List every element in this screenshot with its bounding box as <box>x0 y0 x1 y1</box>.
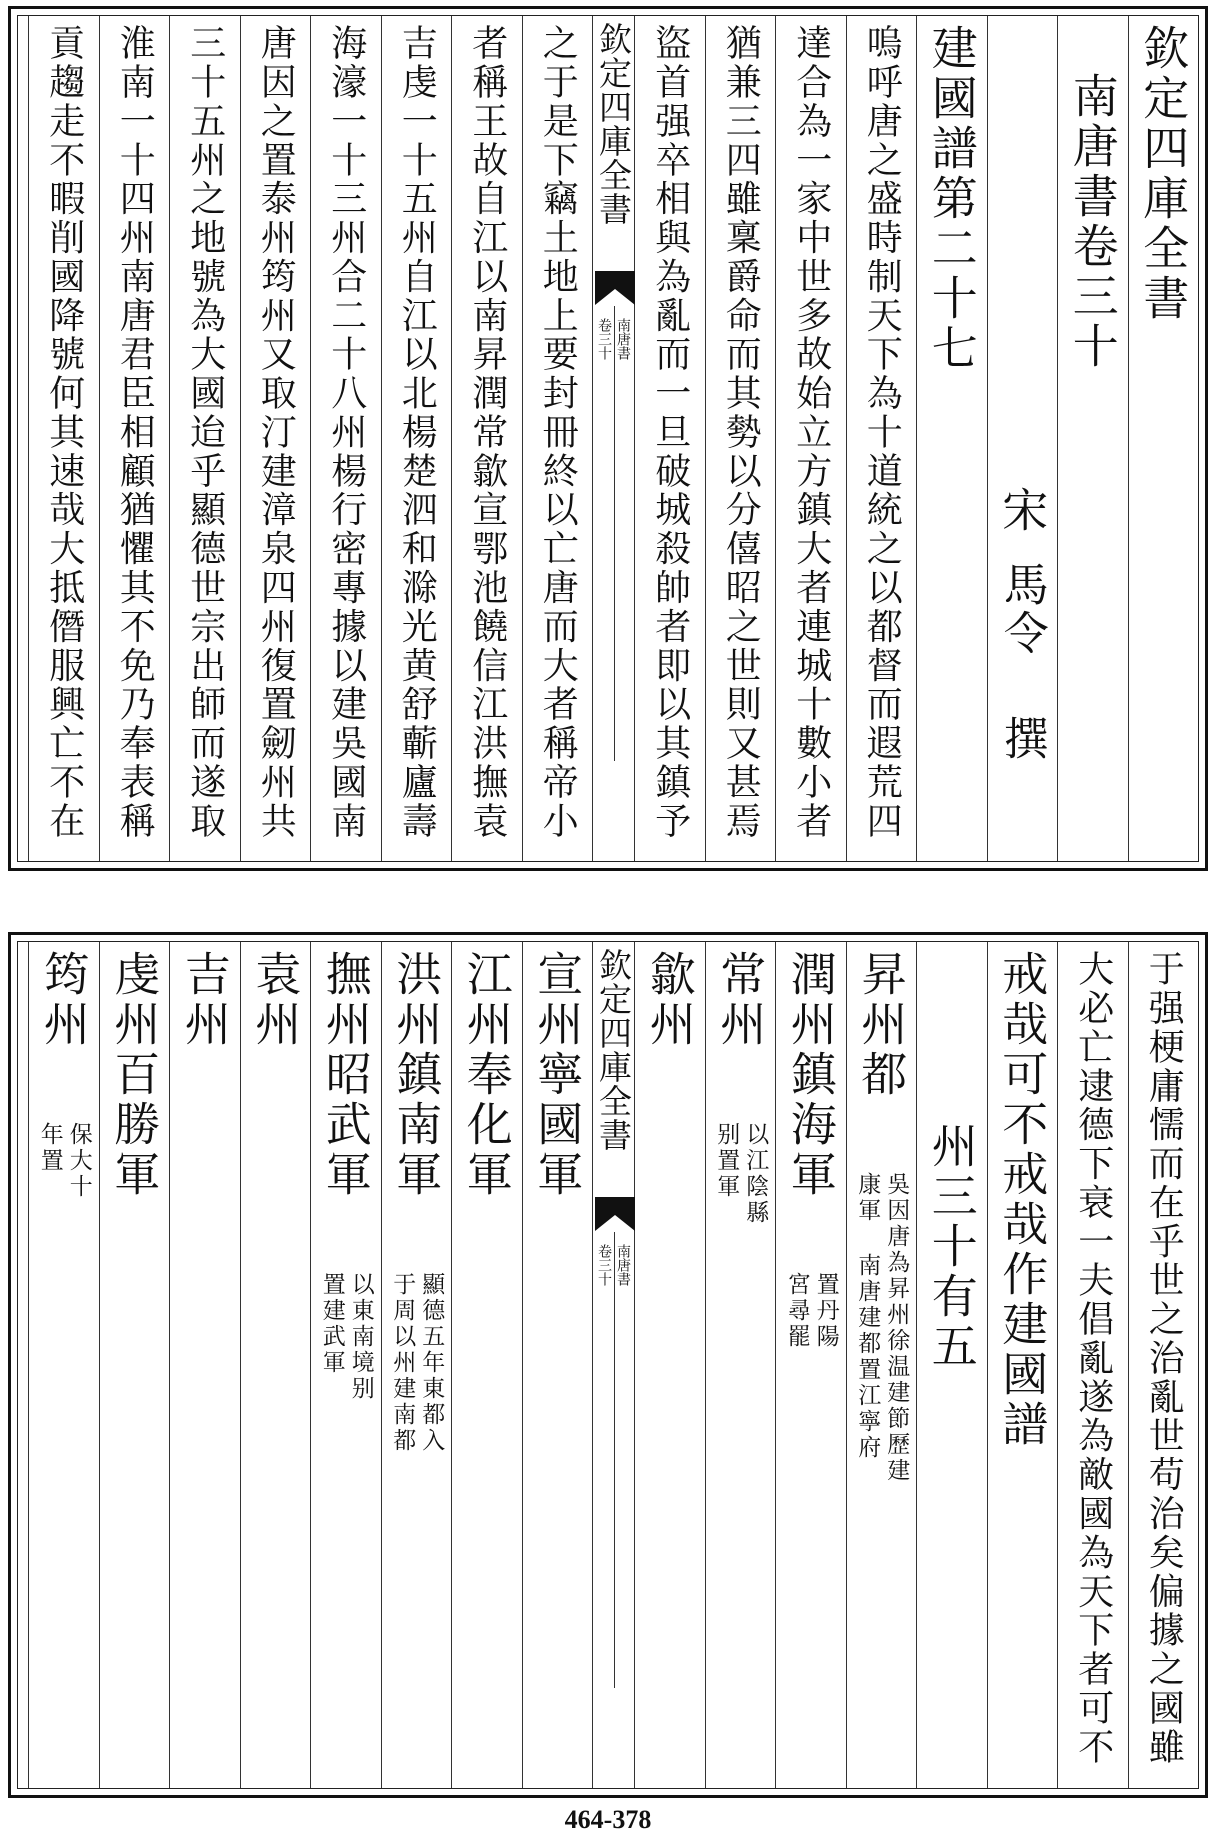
column-text: 欽定四庫全書 <box>1136 24 1191 324</box>
column-text: 唐因之置泰州筠州又取汀建漳泉四州復置劒州共 <box>255 24 297 841</box>
column-text: 筠州 <box>36 950 91 1050</box>
column-text: 戒哉可不戒哉作建國譜 <box>995 950 1050 1450</box>
page-number: 464-378 <box>564 1805 652 1834</box>
text-column <box>240 942 311 1788</box>
text-column <box>705 942 776 1788</box>
text-column <box>28 16 99 861</box>
fold-column <box>592 942 634 1788</box>
fold-title: 欽定四庫全書 <box>594 948 633 1152</box>
fold-book-title: 南唐書 <box>615 318 631 360</box>
fold-center-line <box>614 306 615 761</box>
text-column <box>1128 942 1199 1788</box>
lower-frame <box>17 941 1199 1789</box>
text-column <box>28 942 99 1788</box>
annotation-line: 置丹陽 <box>812 1272 839 1350</box>
text-column <box>99 16 170 861</box>
annotation-line: 吳因唐為昇州徐温建節歷建 <box>883 1172 910 1484</box>
column-text: 海濠一十三州合二十八州楊行密專據以建吳國南 <box>325 24 367 841</box>
annotation-line: 保大十 <box>65 1122 92 1200</box>
text-column <box>775 16 846 861</box>
column-text: 洪州鎮南軍 <box>389 950 444 1200</box>
column-text: 達合為一家中世多故始立方鎮大者連城十數小者 <box>790 24 832 841</box>
fold-center-line <box>614 1232 615 1688</box>
column-text: 猶兼三四雖稟爵命而其勢以分僖昭之世則又甚焉 <box>720 24 762 841</box>
text-column <box>381 16 452 861</box>
text-column <box>99 942 170 1788</box>
annotation-line: 以東南境别 <box>347 1272 374 1402</box>
annotation-line: 于周以州建南都 <box>389 1272 416 1454</box>
fold-column <box>592 16 634 861</box>
annotation-note <box>713 1122 769 1226</box>
column-text: 宋 <box>995 486 1050 536</box>
author-name: 馬令 撰 <box>995 561 1049 764</box>
column-text: 潤州鎮海軍 <box>783 950 838 1200</box>
page-upper-half <box>8 6 1208 871</box>
fold-volume: 卷三十 <box>596 318 612 360</box>
column-text: 淮南一十四州南唐君臣相顧猶懼其不免乃奉表稱 <box>114 24 156 841</box>
column-text: 之于是下竊土地上要封冊終以亡唐而大者稱帝小 <box>537 24 579 841</box>
annotation-line: 康軍 南唐建都置江寧府 <box>854 1172 881 1461</box>
page-lower-half <box>8 932 1208 1798</box>
lower-columns <box>18 942 1198 1788</box>
column-text: 嗚呼唐之盛時制天下為十道統之以都督而遐荒四 <box>861 24 903 841</box>
text-column <box>522 16 593 861</box>
annotation-line: 置建武軍 <box>318 1272 345 1376</box>
column-text: 江州奉化軍 <box>459 950 514 1200</box>
text-column <box>522 942 593 1788</box>
text-column <box>705 16 776 861</box>
annotation-note <box>320 1272 372 1402</box>
text-column <box>634 16 705 861</box>
column-text: 吉虔一十五州自江以北楊楚泗和滁光黄舒蘄廬壽 <box>396 24 438 841</box>
text-column <box>846 16 917 861</box>
upper-frame <box>17 15 1199 862</box>
column-text: 宣州寧國軍 <box>530 950 585 1200</box>
annotation-note <box>785 1272 837 1350</box>
annotation-line: 别置軍 <box>713 1122 740 1200</box>
column-text: 昇州都 <box>854 950 909 1100</box>
column-text: 盜首强卒相與為亂而一旦破城殺帥者即以其鎮予 <box>649 24 691 841</box>
column-text: 南唐書卷三十 <box>1065 72 1120 372</box>
column-text: 袁州 <box>248 950 303 1050</box>
text-column <box>1128 16 1199 861</box>
text-column <box>451 16 522 861</box>
column-text: 貢趨走不暇削國降號何其速哉大抵僭服興亡不在 <box>43 24 85 841</box>
annotation-note <box>389 1272 445 1454</box>
annotation-line: 顯德五年東都入 <box>418 1272 445 1454</box>
column-text: 州三十有五 <box>924 1122 979 1372</box>
text-column <box>916 942 987 1788</box>
text-column <box>634 942 705 1788</box>
text-column <box>240 16 311 861</box>
annotation-line: 以江陰縣 <box>742 1122 769 1226</box>
text-column <box>987 942 1058 1788</box>
annotation-note <box>38 1122 90 1200</box>
text-column <box>987 16 1058 861</box>
text-column <box>310 16 381 861</box>
column-text: 于强梗庸懦而在乎世之治亂世苟治矣偏據之國雖 <box>1143 950 1185 1767</box>
column-text: 虔州百勝軍 <box>107 950 162 1200</box>
fold-book-title: 南唐書 <box>615 1244 631 1286</box>
fishtail-mark-icon <box>595 1197 635 1231</box>
upper-columns <box>18 16 1198 861</box>
annotation-line: 宮尋罷 <box>783 1272 810 1350</box>
column-text: 常州 <box>713 950 768 1050</box>
annotation-line: 年置 <box>36 1122 63 1174</box>
column-text: 吉州 <box>177 950 232 1050</box>
column-text: 歙州 <box>642 950 697 1050</box>
text-column <box>451 942 522 1788</box>
text-column <box>310 942 381 1788</box>
column-text: 三十五州之地號為大國迨乎顯德世宗出師而遂取 <box>184 24 226 841</box>
column-text: 者稱王故自江以南昇潤常歙宣鄂池饒信江洪撫袁 <box>466 24 508 841</box>
fold-title: 欽定四庫全書 <box>594 22 633 226</box>
text-column <box>775 942 846 1788</box>
text-column <box>169 942 240 1788</box>
text-column <box>846 942 917 1788</box>
column-text: 大必亡逮德下衰一夫倡亂遂為敵國為天下者可不 <box>1072 950 1114 1767</box>
column-text: 建國譜第二十七 <box>924 24 979 374</box>
column-text: 撫州昭武軍 <box>318 950 373 1200</box>
fishtail-mark-icon <box>595 271 635 305</box>
text-column <box>1057 942 1128 1788</box>
text-column <box>916 16 987 861</box>
fold-volume: 卷三十 <box>596 1244 612 1286</box>
text-column <box>1057 16 1128 861</box>
annotation-note <box>854 1172 910 1484</box>
text-column <box>381 942 452 1788</box>
text-column <box>169 16 240 861</box>
